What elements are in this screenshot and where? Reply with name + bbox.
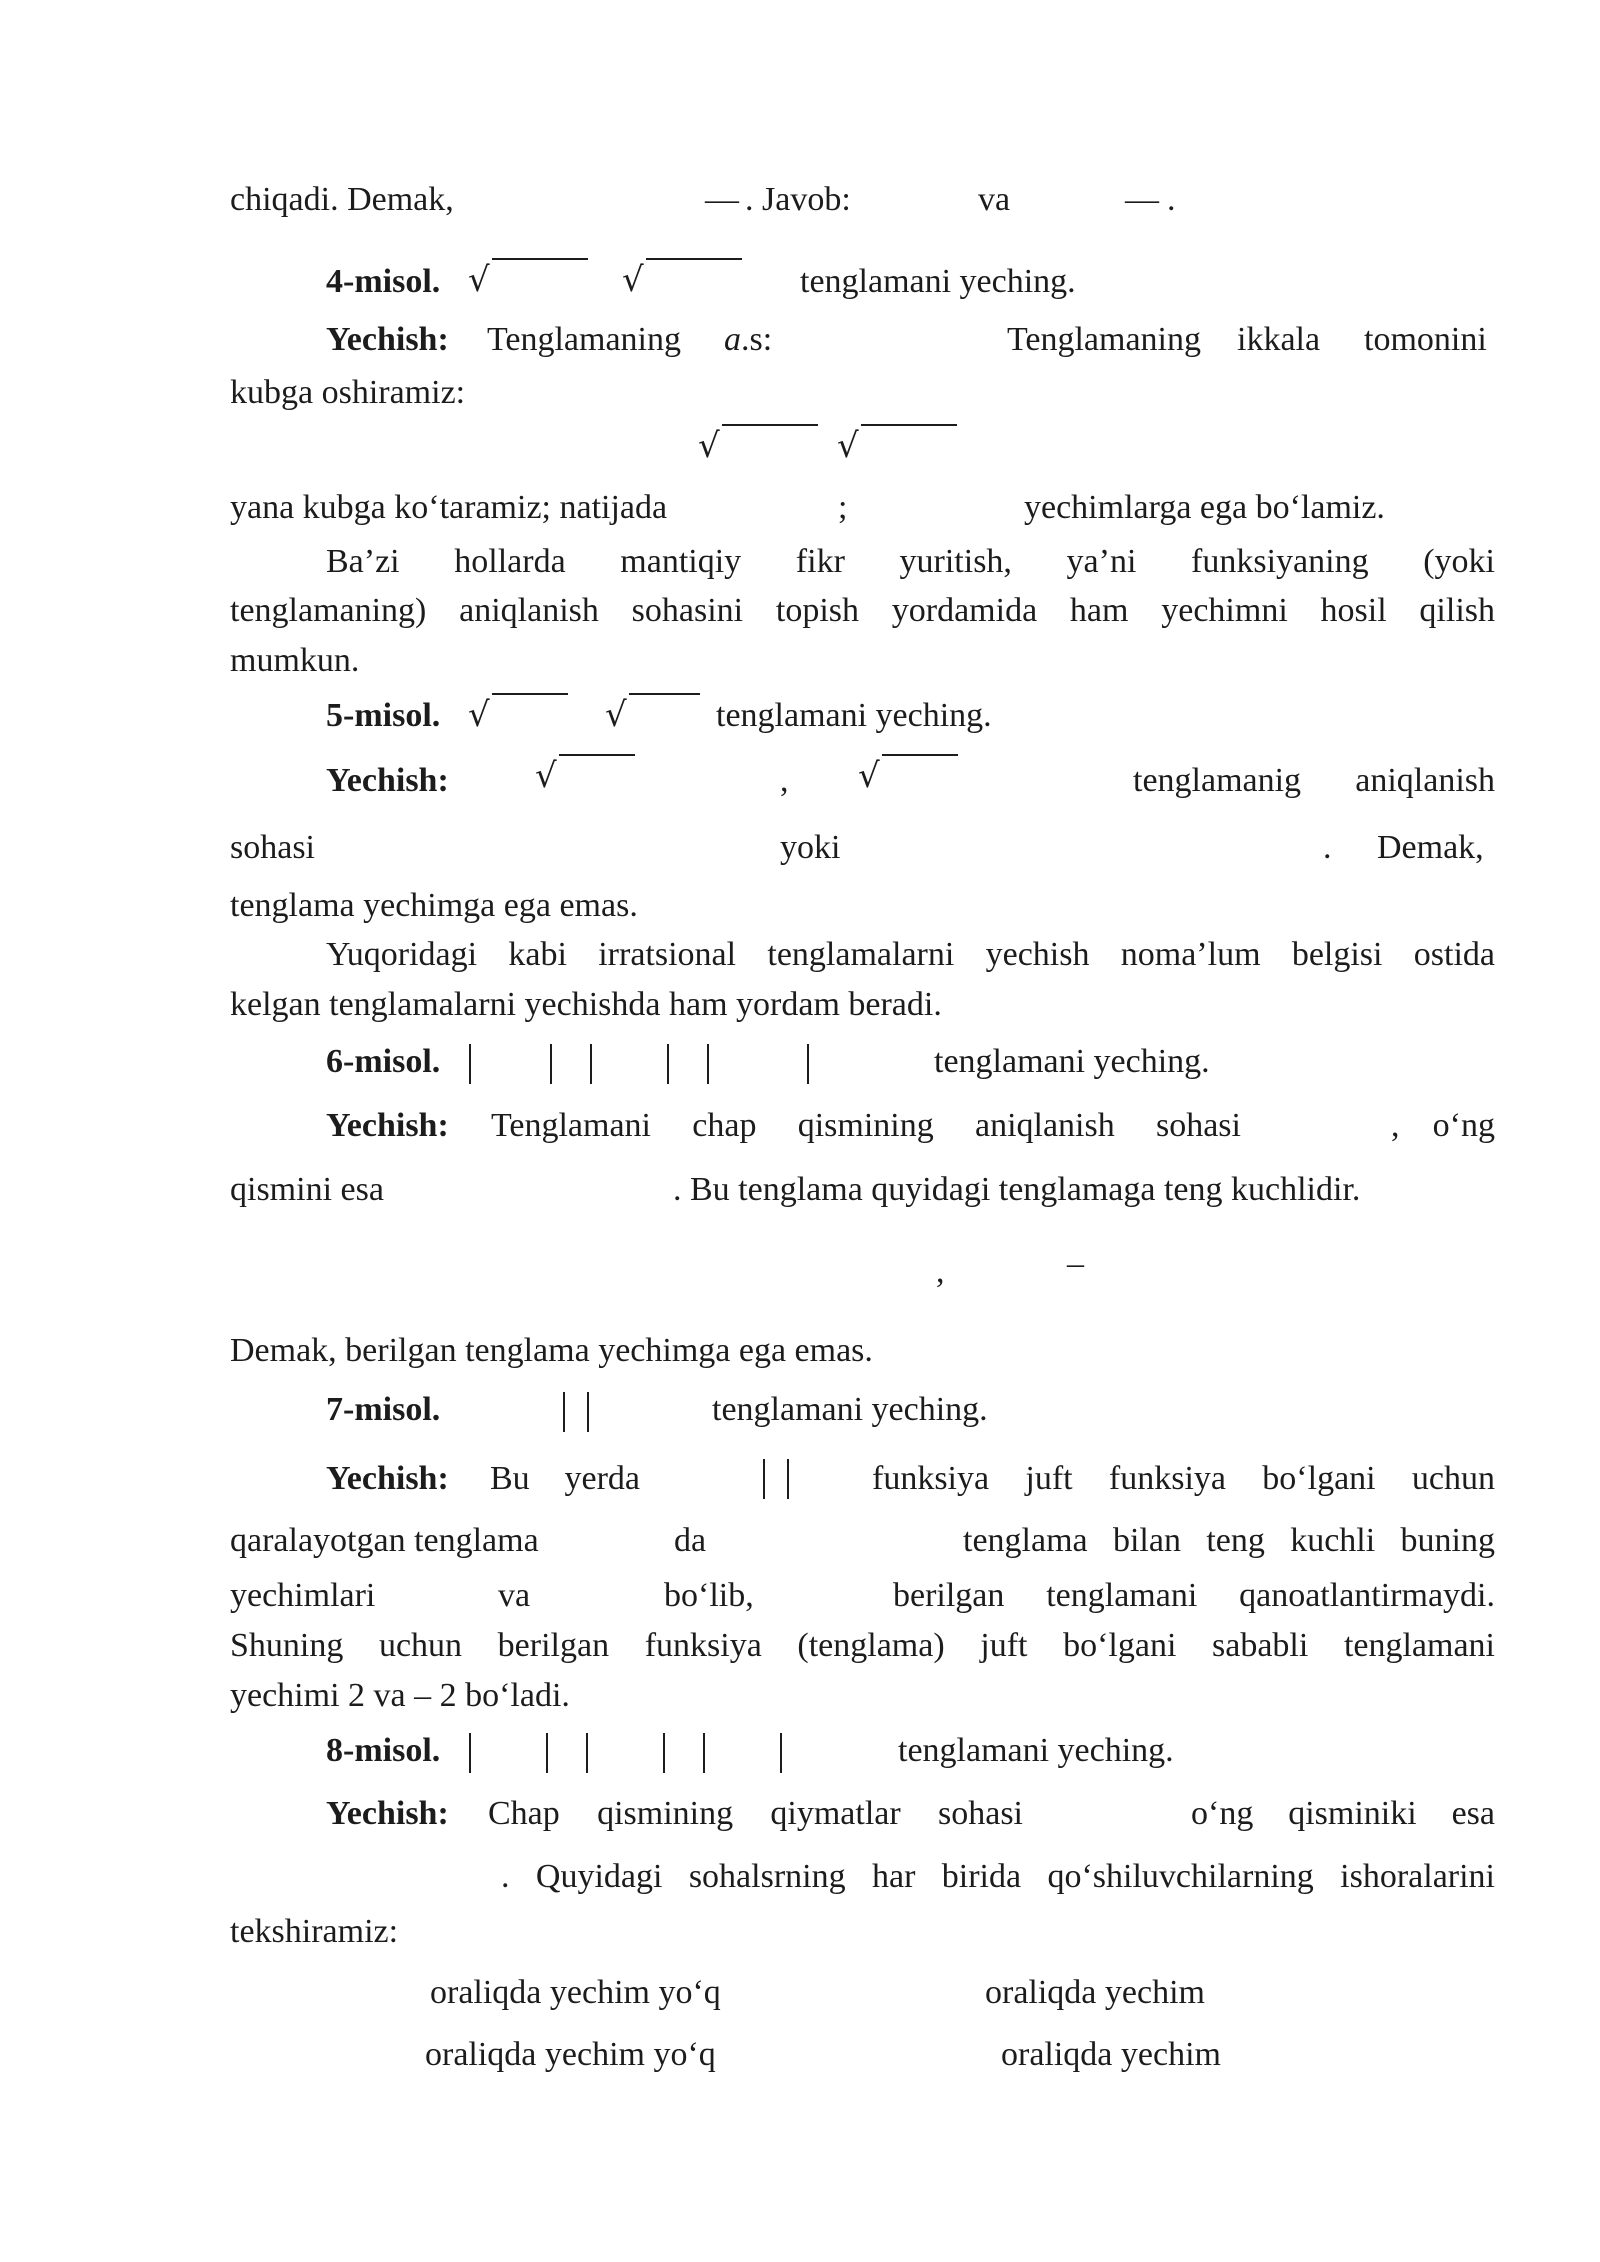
solution-4-word-4: tomonini — [1364, 321, 1487, 358]
solution-5-dot: . — [1323, 829, 1332, 866]
radical-sign: √ — [468, 693, 568, 733]
solution-4-line2: kubga oshiramiz: — [230, 374, 466, 411]
solution-6-comma: , — [936, 1253, 945, 1290]
solution-7-line4: Shuning uchun berilgan funksiya (tenglama) juft bo‘lgani sababli tenglamani — [230, 1627, 1495, 1664]
radical-sign: √ — [837, 424, 957, 464]
solution-7-line3: berilgan tenglamani qanoatlantirmaydi. — [893, 1577, 1495, 1614]
example-7-text: tenglamani yeching. — [712, 1391, 988, 1428]
solution-7-da: da — [674, 1522, 707, 1559]
example-7-label: 7-misol. — [326, 1391, 441, 1428]
line1-javob: . Javob: — [745, 181, 851, 218]
example-4-text: tenglamani yeching. — [800, 263, 1076, 300]
solution-4-line3: yana kubga ko‘taramiz; natijada — [230, 489, 668, 526]
example-5-text: tenglamani yeching. — [716, 697, 992, 734]
absolute-bar — [663, 1733, 665, 1773]
solution-5-yoki: yoki — [780, 829, 841, 866]
interval-3: oraliqda yechim yo‘q — [425, 2036, 716, 2073]
absolute-bar — [469, 1733, 471, 1773]
line1-dash-2: — — [1125, 181, 1159, 218]
line1-dash: — — [705, 181, 739, 218]
solution-7-text: Bu yerda — [490, 1460, 640, 1497]
solution-8-text-2: o‘ng qisminiki esa — [1191, 1795, 1495, 1832]
radical-sign: √ — [622, 258, 742, 298]
solution-7-va: va — [498, 1577, 531, 1614]
interval-1: oraliqda yechim yo‘q — [430, 1974, 721, 2011]
paragraph-2-line1: Yuqoridagi kabi irratsional tenglamalarni yechish noma’lum belgisi ostida — [326, 936, 1495, 973]
absolute-bar — [586, 1733, 588, 1773]
absolute-bar — [546, 1733, 548, 1773]
radical-sign: √ — [698, 424, 818, 464]
radical-sign: √ — [858, 754, 958, 794]
example-8-label: 8-misol. — [326, 1732, 441, 1769]
solution-4-word-2: Tenglamaning — [1007, 321, 1202, 358]
paragraph-1-line2: tenglamaning) aniqlanish sohasini topish yordamida ham yechimni hosil qilish — [230, 592, 1495, 629]
absolute-bar — [807, 1044, 809, 1084]
radical-sign: √ — [468, 258, 588, 298]
solution-5-conclusion: tenglama yechimga ega emas. — [230, 887, 638, 924]
paragraph-2-line2: kelgan tenglamalarni yechishda ham yordam beradi. — [230, 986, 942, 1023]
solution-5-comma: , — [780, 762, 789, 799]
solution-5-sohasi: sohasi — [230, 829, 315, 866]
solution-8-label: Yechish: — [326, 1795, 449, 1832]
radical-sign: √ — [535, 754, 635, 794]
absolute-bar — [590, 1044, 592, 1084]
solution-6-ong: , o‘ng — [1391, 1107, 1495, 1144]
solution-6-conclusion: Demak, berilgan tenglama yechimga ega emas. — [230, 1332, 873, 1369]
solution-7-bolib: bo‘lib, — [664, 1577, 754, 1614]
example-4-label: 4-misol. — [326, 263, 441, 300]
absolute-bar — [780, 1733, 782, 1773]
line1-va: va — [978, 181, 1011, 218]
solution-6-dash: – — [1067, 1245, 1084, 1282]
solution-7-text-2: funksiya juft funksiya bo‘lgani uchun — [872, 1460, 1495, 1497]
solution-4-word: Tenglamaning — [487, 321, 682, 358]
solution-7-line2-a: qaralayotgan tenglama — [230, 1522, 539, 1559]
solution-6-qismini: qismini esa — [230, 1171, 384, 1208]
absolute-bar — [667, 1044, 669, 1084]
absolute-bar — [707, 1044, 709, 1084]
line1-text-a: chiqadi. Demak, — [230, 181, 454, 218]
absolute-bar — [550, 1044, 552, 1084]
line1-dot: . — [1167, 181, 1176, 218]
example-6-text: tenglamani yeching. — [934, 1043, 1210, 1080]
solution-5-text: tenglamanig aniqlanish — [1133, 762, 1495, 799]
paragraph-1-line1: Ba’zi hollarda mantiqiy fikr yuritish, ya’ni funksiyaning (yoki — [326, 543, 1495, 580]
absolute-bar — [703, 1733, 705, 1773]
solution-4-as-s: .s: — [741, 321, 773, 358]
solution-7-line2-b: tenglama bilan teng kuchli buning — [963, 1522, 1495, 1559]
radical-sign: √ — [605, 693, 700, 733]
example-8-text: tenglamani yeching. — [898, 1732, 1174, 1769]
solution-7-label: Yechish: — [326, 1460, 449, 1497]
solution-8-text: Chap qismining qiymatlar sohasi — [488, 1795, 1023, 1832]
solution-5-demak: Demak, — [1377, 829, 1484, 866]
absolute-bar — [469, 1044, 471, 1084]
absolute-bar — [587, 1392, 589, 1432]
absolute-bar — [787, 1459, 789, 1499]
solution-8-line3: tekshiramiz: — [230, 1913, 399, 1950]
solution-7-yechimlari: yechimlari — [230, 1577, 376, 1614]
interval-2: oraliqda yechim — [985, 1974, 1205, 2011]
solution-8-line2: . Quyidagi sohalsrning har birida qo‘shiluvchilarning ishoralarini — [501, 1858, 1495, 1895]
solution-6-text: Tenglamani chap qismining aniqlanish sohasi — [491, 1107, 1241, 1144]
absolute-bar — [763, 1459, 765, 1499]
absolute-bar — [563, 1392, 565, 1432]
interval-4: oraliqda yechim — [1001, 2036, 1221, 2073]
solution-7-line5: yechimi 2 va – 2 bo‘ladi. — [230, 1677, 570, 1714]
solution-4-label: Yechish: — [326, 321, 449, 358]
solution-4-as-a: a — [724, 321, 741, 358]
example-5-label: 5-misol. — [326, 697, 441, 734]
solution-5-label: Yechish: — [326, 762, 449, 799]
paragraph-1-line3: mumkun. — [230, 642, 360, 679]
solution-4-result: yechimlarga ega bo‘lamiz. — [1024, 489, 1385, 526]
solution-4-word-3: ikkala — [1237, 321, 1321, 358]
solution-6-label: Yechish: — [326, 1107, 449, 1144]
solution-6-text-2: . Bu tenglama quyidagi tenglamaga teng kuchlidir. — [673, 1171, 1361, 1208]
solution-4-semicolon: ; — [838, 489, 848, 526]
example-6-label: 6-misol. — [326, 1043, 441, 1080]
